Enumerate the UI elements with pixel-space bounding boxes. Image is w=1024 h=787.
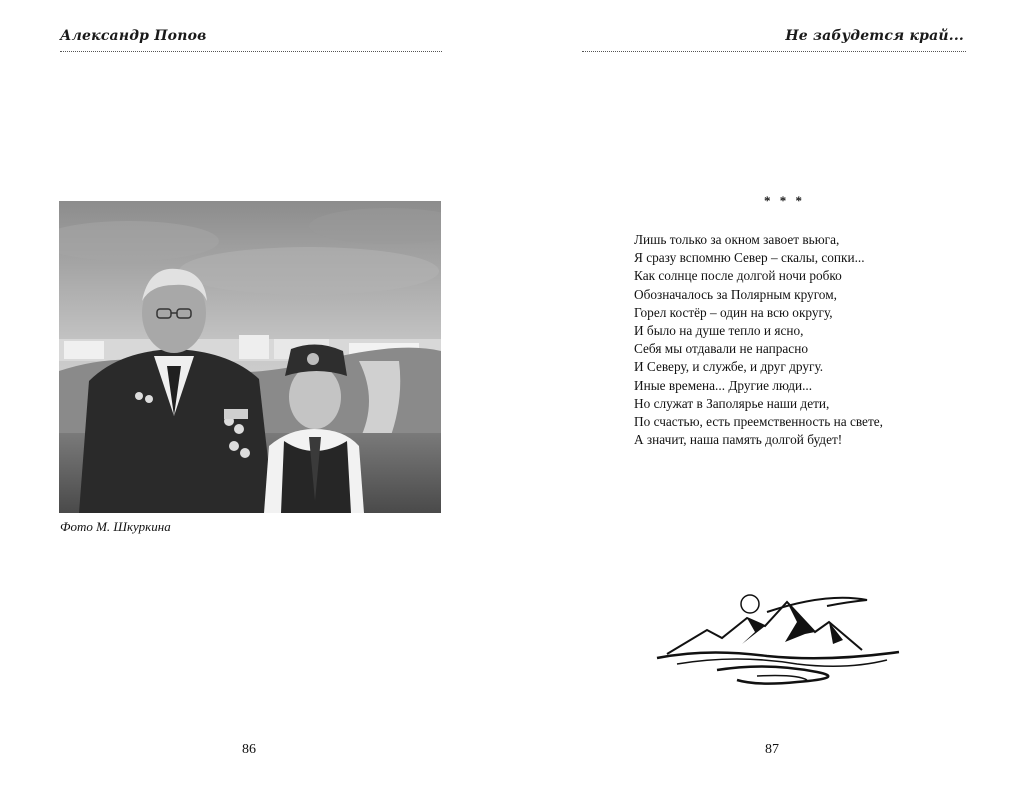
poem-line: Себя мы отдавали не напрасно [634, 341, 808, 357]
running-head-title: Не забудется край... [785, 28, 964, 44]
poem-line: Но служат в Заполярье наши дети, [634, 395, 830, 411]
section-mark: * * * [764, 193, 805, 208]
page-number-right: 87 [765, 742, 779, 757]
mountain-landscape-icon [647, 592, 902, 692]
poem-line: И было на душе тепло и ясно, [634, 323, 804, 339]
poem-line: Иные времена... Другие люди... [634, 377, 813, 393]
poem-line: А значит, наша память долгой будет! [634, 432, 843, 448]
header-divider [582, 51, 966, 52]
header-divider [60, 51, 442, 52]
photo-caption: Фото М. Шкуркина [60, 519, 171, 534]
poem-line: Горел костёр – один на всю округу, [634, 304, 833, 320]
poem-line: Я сразу вспомню Север – скалы, сопки... [634, 250, 865, 266]
right-page [512, 0, 1024, 787]
poem-line: Лишь только за окном завоет вьюга, [634, 232, 840, 247]
poem-line: И Северу, и службе, и друг другу. [634, 359, 824, 375]
page-number-left: 86 [242, 742, 256, 757]
poem-line: По счастью, есть преемственность на свете, [634, 414, 883, 430]
poem-line: Как солнце после долгой ночи робко [634, 268, 842, 284]
poem [634, 231, 883, 449]
photo-officer-and-boy [59, 201, 441, 513]
poem-line: Обозначалось за Полярным кругом, [634, 286, 837, 302]
running-head-author: Александр Попов [60, 28, 207, 44]
